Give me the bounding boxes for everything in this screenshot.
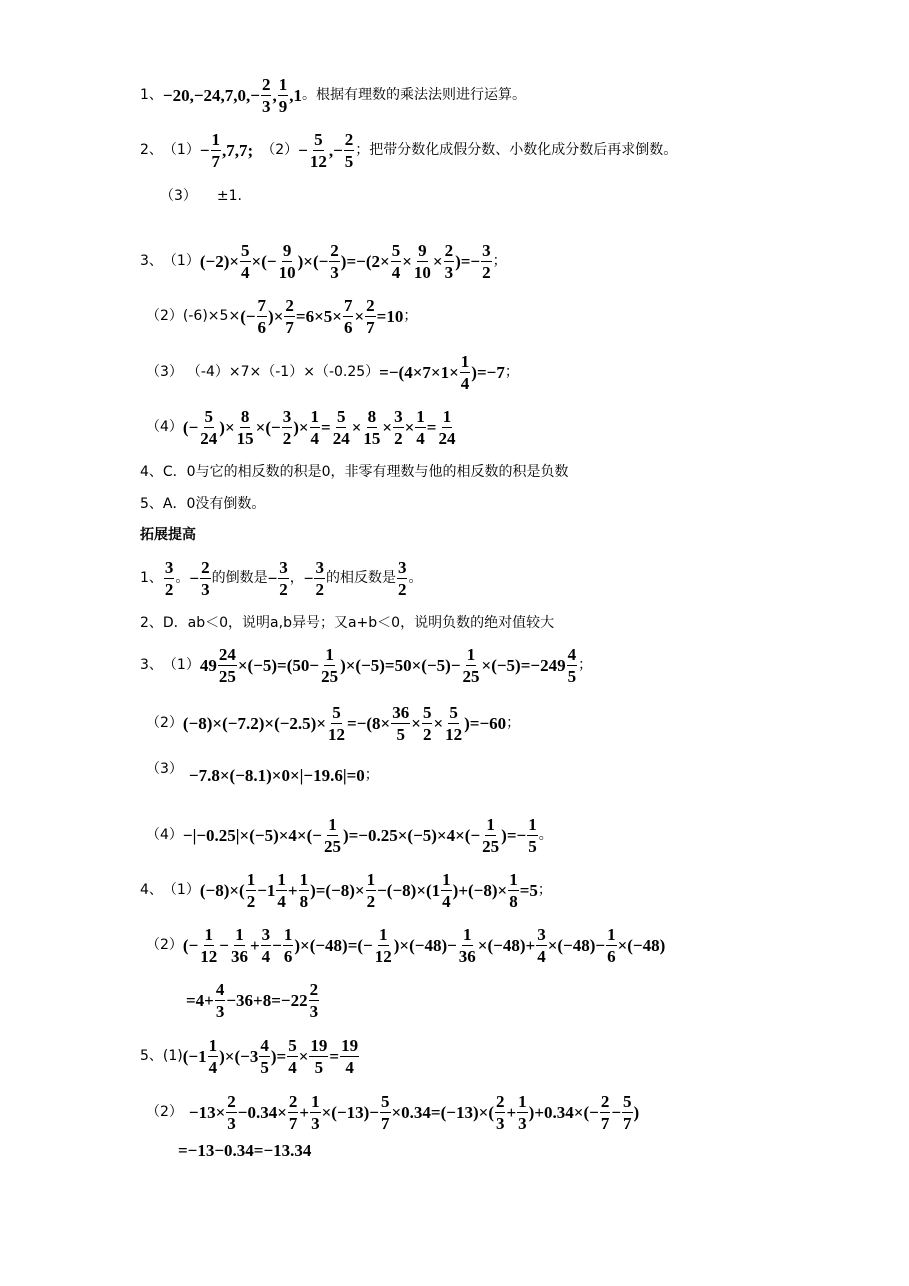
fraction: $\frac{24}{25}$ xyxy=(218,644,236,686)
answer-line-4 xyxy=(140,463,569,481)
math-text: − xyxy=(219,935,229,955)
fraction: $\frac{5}{12}$ xyxy=(328,702,346,744)
math-text: ×(−5)=−249 xyxy=(481,655,566,675)
math-text: −1 xyxy=(257,880,276,900)
punctuation: ； xyxy=(578,657,593,673)
fraction: $\frac{3}{4}$ xyxy=(537,924,546,966)
fraction: $\frac{1}{6}$ xyxy=(283,924,293,966)
fraction: $\frac{1}{3}$ xyxy=(518,1091,527,1133)
punctuation: ， xyxy=(289,570,304,586)
extension-line-5-2 xyxy=(146,1089,639,1135)
math-text: (−8)×(−7.2)×(−2.5)× xyxy=(182,713,327,733)
math-text: )× xyxy=(268,306,284,326)
sub-number: （3） xyxy=(160,188,197,204)
fraction: $\frac{3}{4}$ xyxy=(261,924,271,966)
math-text: − xyxy=(199,140,210,160)
fraction: $\frac{1}{25}$ xyxy=(462,644,480,686)
fraction: $\frac{7}{6}$ xyxy=(257,295,267,337)
math-text: − xyxy=(298,140,308,160)
fraction: $\frac{4}{3}$ xyxy=(215,979,225,1021)
math-text: )=−60 xyxy=(464,713,507,733)
fraction: $\frac{5}{24}$ xyxy=(200,406,218,448)
sub-number: （1） xyxy=(162,882,200,898)
math-text: =5 xyxy=(519,880,538,900)
math-text: + xyxy=(249,935,260,955)
math-text: =4+ xyxy=(186,990,214,1010)
fraction: $\frac{1}{12}$ xyxy=(200,924,218,966)
math-text: )=−0.25×(−5)×4×(− xyxy=(342,825,481,845)
sub-number: （2） xyxy=(146,715,183,731)
math-text: （-4）×7×（-1）×（-0.25） xyxy=(186,364,380,380)
fraction: 1 4 xyxy=(208,1035,218,1077)
answer-line-2-3 xyxy=(160,187,242,205)
fraction: 1 4 xyxy=(277,869,286,911)
math-text: × xyxy=(404,417,415,437)
fraction: $\frac{3}{2}$ xyxy=(394,406,403,448)
math-text: − xyxy=(272,935,282,955)
math-text: ,7,7; xyxy=(222,140,254,160)
math-text: (− xyxy=(182,935,199,955)
fraction: $\frac{1}{25}$ xyxy=(482,814,500,856)
math-text: = xyxy=(329,1046,340,1066)
fraction: $\frac{1}{12}$ xyxy=(374,924,392,966)
math-text: × xyxy=(433,713,444,733)
math-text: =−(8× xyxy=(347,713,391,733)
math-text: − xyxy=(303,568,314,588)
fraction: $\frac{1}{25}$ xyxy=(323,814,341,856)
math-text: )=(−8)× xyxy=(310,880,365,900)
math-text: )× xyxy=(219,417,235,437)
fraction: $\frac{1}{4}$ xyxy=(416,406,425,448)
fraction: $\frac{2}{7}$ xyxy=(285,295,294,337)
fraction: $\frac{1}{4}$ xyxy=(460,351,470,393)
fraction: 4 5 xyxy=(260,1035,269,1077)
math-text: )=− xyxy=(455,251,481,271)
extension-line-3-2 xyxy=(146,700,520,746)
math-text: )× xyxy=(293,417,309,437)
fraction: $\frac{8}{15}$ xyxy=(236,406,254,448)
math-text: ×0.34=(−13)×( xyxy=(391,1102,494,1122)
math-text: =−13−0.34=−13.34 xyxy=(178,1140,312,1160)
math-text: )+(−8)× xyxy=(452,880,508,900)
explanation-text: 的相反数是 xyxy=(325,570,396,586)
answer-line-3-4 xyxy=(146,404,457,450)
math-text: (−8)×( xyxy=(199,880,245,900)
sub-number: （3） xyxy=(146,761,183,777)
fraction: $\frac{5}{4}$ xyxy=(288,1035,297,1077)
punctuation: 。 xyxy=(538,827,553,843)
fraction: $\frac{8}{15}$ xyxy=(363,406,381,448)
math-text: = xyxy=(321,417,331,437)
fraction: 4 5 xyxy=(567,644,577,686)
answer-text: 5、A．0没有倒数。 xyxy=(140,496,266,512)
math-text: 49 xyxy=(199,655,217,675)
math-text: −20,−24,7,0,− xyxy=(162,85,260,105)
sub-number: （2） xyxy=(261,142,299,158)
math-text: )=− xyxy=(501,825,527,845)
math-text: ) xyxy=(633,1102,640,1122)
punctuation: 。 xyxy=(175,570,190,586)
math-text: )=−(2× xyxy=(340,251,390,271)
math-text: −7.8×(−8.1)×0×|−19.6|=0 xyxy=(188,765,365,785)
sub-number: (1) xyxy=(162,1048,183,1064)
answer-line-3-1 xyxy=(140,238,507,284)
fraction: $\frac{5}{4}$ xyxy=(241,240,250,282)
section-title: 拓展提高 xyxy=(140,527,196,543)
math-text: =10 xyxy=(376,306,404,326)
fraction: $\frac{5}{7}$ xyxy=(381,1091,390,1133)
math-text: = xyxy=(426,417,437,437)
fraction: 1 9 xyxy=(278,74,288,116)
item-number: 2、 xyxy=(140,142,163,158)
extension-line-3-3 xyxy=(146,760,379,790)
fraction: $\frac{19}{5}$ xyxy=(310,1035,328,1077)
extension-line-3-1 xyxy=(140,642,592,688)
math-text: )= xyxy=(270,1046,287,1066)
fraction: $\frac{2}{7}$ xyxy=(288,1091,298,1133)
explanation-text: 。根据有理数的乘法法则进行运算。 xyxy=(301,87,526,103)
extension-line-4-3 xyxy=(186,977,320,1023)
fraction: $\frac{5}{24}$ xyxy=(332,406,350,448)
math-text: =6×5× xyxy=(295,306,342,326)
item-number: 5、 xyxy=(140,1048,163,1064)
fraction: $\frac{1}{8}$ xyxy=(509,869,518,911)
math-text: ,1 xyxy=(289,85,302,105)
explanation-text: 的倒数是 xyxy=(211,570,268,586)
fraction: 1 2 xyxy=(246,869,256,911)
extension-line-2 xyxy=(140,614,554,632)
fraction: $\frac{9}{10}$ xyxy=(278,240,296,282)
math-text: ,− xyxy=(328,140,343,160)
math-text: ×(−48) xyxy=(617,935,666,955)
fraction: 1 4 xyxy=(442,869,451,911)
math-text: )×(−48)− xyxy=(393,935,457,955)
math-text: × xyxy=(402,251,412,271)
fraction: $\frac{1}{36}$ xyxy=(230,924,248,966)
sub-number: （1） xyxy=(162,142,200,158)
math-text: (− xyxy=(240,306,256,326)
math-text: + xyxy=(287,880,298,900)
extension-line-1 xyxy=(140,556,422,600)
punctuation: ； xyxy=(492,253,507,269)
fraction: $\frac{1}{36}$ xyxy=(458,924,476,966)
fraction: $\frac{2}{3}$ xyxy=(201,557,210,599)
extension-line-5-1 xyxy=(140,1033,360,1079)
sub-number: （3） xyxy=(146,364,183,380)
math-text: )×(−5)=50×(−5)− xyxy=(340,655,461,675)
fraction: $\frac{5}{2}$ xyxy=(422,702,432,744)
sub-number: （2） xyxy=(146,1104,183,1120)
answer-text: ±1. xyxy=(216,188,243,204)
fraction: $\frac{3}{2}$ xyxy=(315,557,324,599)
answer-line-2 xyxy=(140,128,677,172)
fraction: $\frac{2}{3}$ xyxy=(227,1091,236,1133)
fraction: $\frac{2}{3}$ xyxy=(261,74,271,116)
fraction: $\frac{5}{7}$ xyxy=(623,1091,632,1133)
punctuation: ； xyxy=(506,715,521,731)
math-text: (− xyxy=(182,417,199,437)
fraction: $\frac{7}{6}$ xyxy=(343,295,353,337)
answer-text: 2、D．ab＜0，说明a,b异号；又a+b＜0，说明负数的绝对值较大 xyxy=(140,615,555,631)
sub-number: （2） xyxy=(146,937,183,953)
sub-number: （1） xyxy=(162,253,200,269)
answer-text: 4、C．0与它的相反数的积是0，非零有理数与他的相反数的积是负数 xyxy=(140,464,569,480)
fraction: 3 2 xyxy=(164,557,174,599)
math-text: ×(−13)− xyxy=(321,1102,379,1122)
fraction: $\frac{5}{12}$ xyxy=(445,702,463,744)
answer-line-3-2 xyxy=(146,293,417,339)
fraction: $\frac{1}{7}$ xyxy=(211,129,221,171)
math-text: −13× xyxy=(188,1102,226,1122)
fraction: $\frac{2}{5}$ xyxy=(344,129,354,171)
fraction: 2 3 xyxy=(495,1091,505,1133)
math-text: −0.34× xyxy=(237,1102,287,1122)
fraction: $\frac{2}{7}$ xyxy=(366,295,375,337)
math-text: × xyxy=(411,713,421,733)
fraction: $\frac{36}{5}$ xyxy=(392,702,410,744)
math-text: )+0.34×(− xyxy=(528,1102,599,1122)
answer-line-3-3 xyxy=(146,349,519,395)
math-text: ×(−48)− xyxy=(547,935,606,955)
math-text: − xyxy=(267,568,278,588)
math-text: × xyxy=(354,306,365,326)
item-number: 1、 xyxy=(140,87,163,103)
math-text: − xyxy=(189,568,200,588)
fraction: $\frac{3}{2}$ xyxy=(282,406,292,448)
sub-number: （1） xyxy=(162,657,200,673)
fraction: $\frac{1}{6}$ xyxy=(607,924,616,966)
math-text: ×(− xyxy=(251,251,277,271)
math-text: (−1 xyxy=(182,1046,207,1066)
math-text: )=−7 xyxy=(471,362,505,382)
answer-line-5 xyxy=(140,495,265,513)
fraction: $\frac{1}{2}$ xyxy=(366,869,376,911)
fraction: $\frac{19}{4}$ xyxy=(341,1035,359,1077)
fraction: $\frac{1}{24}$ xyxy=(438,406,456,448)
math-text: ×(− xyxy=(255,417,281,437)
math-text: × xyxy=(298,1046,309,1066)
sub-number: （2） xyxy=(146,308,183,324)
fraction: $\frac{1}{3}$ xyxy=(311,1091,320,1133)
item-number: 4、 xyxy=(140,882,163,898)
math-text: )×(−48)=(− xyxy=(294,935,373,955)
math-text: −|−0.25|×(−5)×4×(− xyxy=(182,825,322,845)
item-number: 1、 xyxy=(140,570,163,586)
fraction: $\frac{2}{3}$ xyxy=(444,240,454,282)
extension-line-3-4 xyxy=(146,812,553,858)
extension-line-5-3 xyxy=(178,1140,311,1160)
fraction: $\frac{9}{10}$ xyxy=(413,240,431,282)
math-text: ×(−48)+ xyxy=(477,935,536,955)
extension-line-4-2 xyxy=(146,922,665,968)
math-text: (−2)× xyxy=(199,251,240,271)
punctuation: 。 xyxy=(408,570,423,586)
fraction: $\frac{2}{7}$ xyxy=(600,1091,610,1133)
fraction: $\frac{1}{25}$ xyxy=(321,644,339,686)
sub-number: （4） xyxy=(146,419,183,435)
fraction: $\frac{3}{2}$ xyxy=(482,240,491,282)
fraction: $\frac{1}{8}$ xyxy=(299,869,309,911)
math-text: −36+8=−22 xyxy=(226,990,308,1010)
math-text: − xyxy=(611,1102,621,1122)
explanation-text: ；把带分数化成假分数、小数化成分数后再求倒数。 xyxy=(355,142,678,158)
fraction: $\frac{5}{4}$ xyxy=(391,240,401,282)
fraction: $\frac{3}{2}$ xyxy=(279,557,288,599)
punctuation: ； xyxy=(537,882,552,898)
section-heading xyxy=(140,526,196,544)
math-text: + xyxy=(299,1102,310,1122)
punctuation: ； xyxy=(403,308,418,324)
fraction: $\frac{1}{5}$ xyxy=(528,814,537,856)
math-text: )×(−3 xyxy=(219,1046,259,1066)
fraction: $\frac{5}{12}$ xyxy=(309,129,327,171)
item-number: 3、 xyxy=(140,253,163,269)
punctuation: ； xyxy=(364,767,379,783)
math-text: , xyxy=(272,85,277,105)
fraction: $\frac{1}{4}$ xyxy=(310,406,320,448)
punctuation: ； xyxy=(504,364,519,380)
fraction: 2 3 xyxy=(309,979,319,1021)
math-text: + xyxy=(506,1102,517,1122)
answer-line-1 xyxy=(140,73,526,117)
math-text: )×(− xyxy=(297,251,329,271)
math-text: × xyxy=(382,417,393,437)
extension-line-4-1 xyxy=(140,867,552,913)
math-text: × xyxy=(432,251,443,271)
math-text: =−(4×7×1× xyxy=(379,362,459,382)
item-number: 3、 xyxy=(140,657,163,673)
fraction: $\frac{2}{3}$ xyxy=(330,240,339,282)
fraction: 3 2 xyxy=(397,557,407,599)
math-text: ×(−5)=(50− xyxy=(237,655,320,675)
math-text: (-6)×5× xyxy=(182,308,241,324)
math-text: −(−8)×(1 xyxy=(377,880,441,900)
sub-number: （4） xyxy=(146,827,183,843)
math-text: × xyxy=(351,417,362,437)
